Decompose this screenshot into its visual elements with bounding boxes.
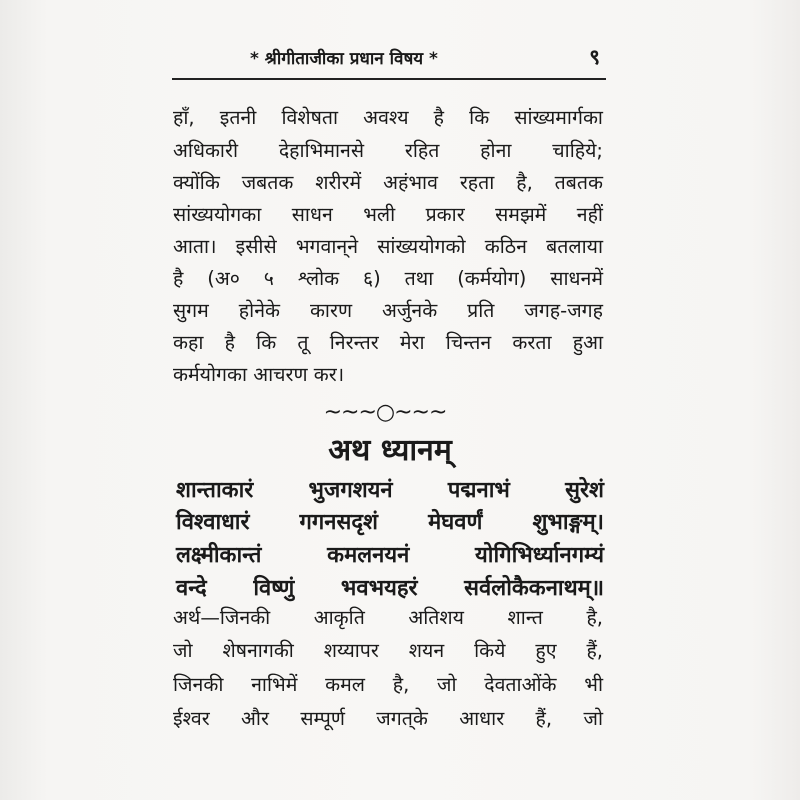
paragraph-line: जिनकी नाभिमें कमल है, जो देवताओंके भी: [173, 673, 603, 696]
paragraph-line: सुगम होनेके कारण अर्जुनके प्रति जगह-जगह: [173, 299, 603, 322]
paragraph-line: आता। इसीसे भगवान्‌ने सांख्ययोगको कठिन बतलाया: [173, 235, 603, 258]
header-rule: [172, 78, 606, 80]
page-number: ९: [589, 45, 600, 69]
shloka-line: शान्ताकारं भुजगशयनं पद्मनाभं सुरेशं: [176, 477, 604, 503]
running-header-title: * श्रीगीताजीका प्रधान विषय *: [250, 49, 438, 69]
paragraph-line: जो शेषनागकी शय्यापर शयन किये हुए हैं,: [173, 639, 603, 662]
paragraph-line: सांख्ययोगका साधन भली प्रकार समझमें नहीं: [173, 203, 603, 226]
shloka-line: विश्वाधारं गगनसदृशं मेघवर्णं शुभाङ्गम्।: [176, 509, 604, 535]
paragraph-line: ईश्वर और सम्पूर्ण जगत्‌के आधार हैं, जो: [173, 707, 603, 730]
paragraph-line: कहा है कि तू निरन्तर मेरा चिन्तन करता हुआ: [173, 331, 603, 354]
paragraph-line: अर्थ—जिनकी आकृति अतिशय शान्त है,: [173, 606, 603, 629]
paragraph-line: कर्मयोगका आचरण कर।: [173, 363, 345, 386]
section-heading: अथ ध्यानम्: [328, 433, 452, 468]
paragraph-line: हाँ, इतनी विशेषता अवश्य है कि सांख्यमार्गका: [173, 106, 603, 129]
shloka-line: लक्ष्मीकान्तं कमलनयनं योगिभिर्ध्यानगम्यं: [176, 542, 604, 568]
paragraph-line: क्योंकि जबतक शरीरमें अहंभाव रहता है, तबतक: [173, 171, 603, 194]
shloka-line: वन्दे विष्णुं भवभयहरं सर्वलोकैकनाथम्॥: [176, 575, 604, 601]
ornament-divider: ~~~○~~~: [323, 400, 447, 425]
paragraph-line: अधिकारी देहाभिमानसे रहित होना चाहिये;: [173, 139, 603, 162]
paragraph-line: है (अ० ५ श्लोक ६) तथा (कर्मयोग) साधनमें: [173, 267, 603, 290]
running-header: [172, 46, 608, 72]
